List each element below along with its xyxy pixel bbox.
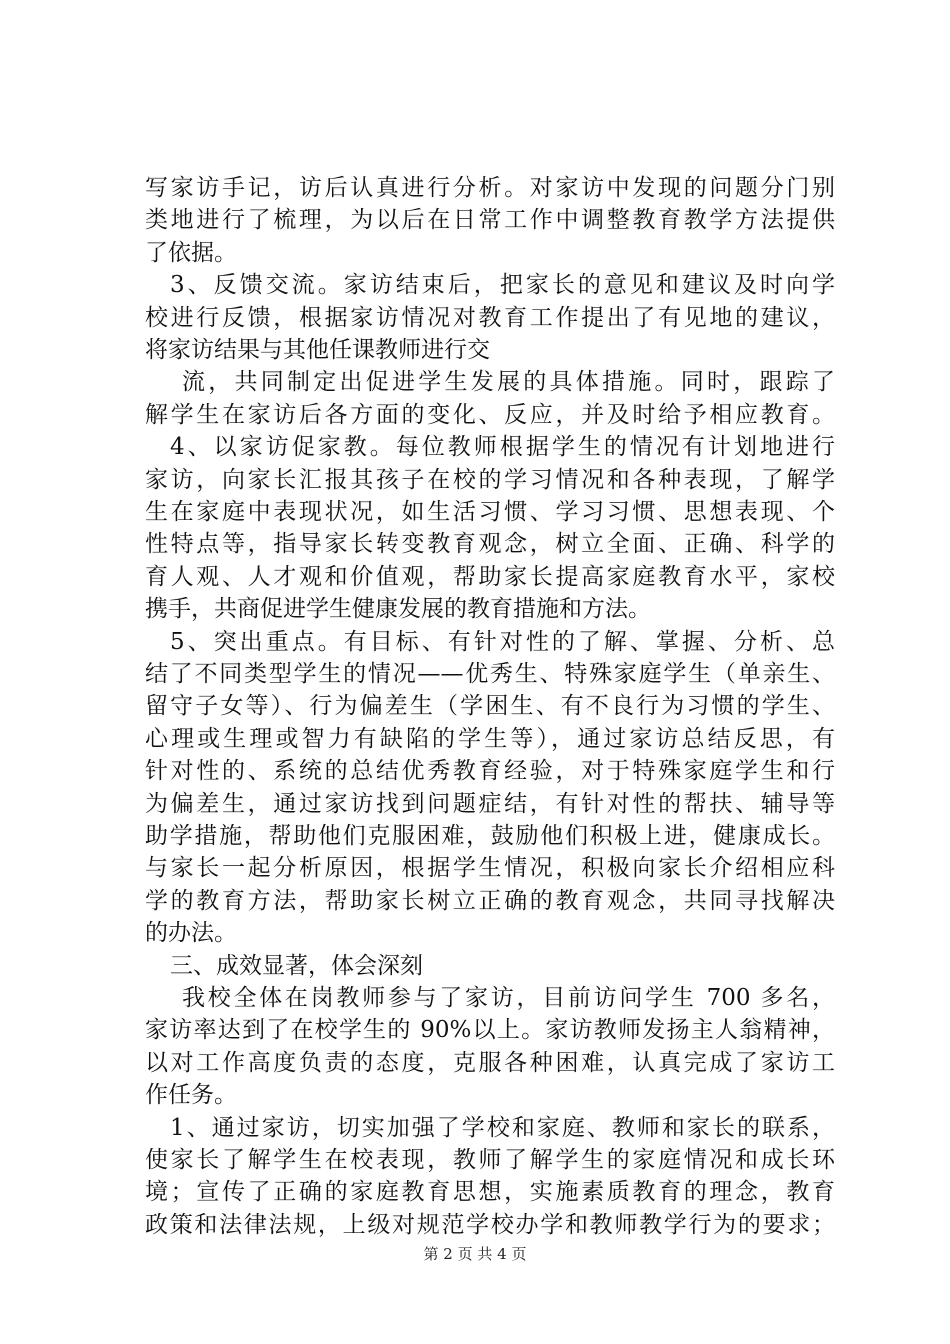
page-footer: 第 2 页 共 4 页 [423,1245,527,1263]
text-line: 政策和法律法规，上级对规范学校办学和教师教学行为的要求； [145,1211,835,1238]
text-line: 助学措施，帮助他们克服困难，鼓励他们积极上进，健康成长。 [145,823,835,849]
text-line: 使家长了解学生在校表现，教师了解学生的家庭情况和成长环 [145,1147,835,1173]
section-heading: 三、成效显著，体会深刻 [170,952,423,979]
text-line: 为偏差生，通过家访找到问题症结，有针对性的帮扶、辅导等 [145,790,835,817]
text-line: 了依据。 [145,239,237,266]
text-line: 境；宣传了正确的家庭教育思想，实施素质教育的理念，教育 [145,1179,835,1206]
text-line: 结了不同类型学生的情况——优秀生、特殊家庭学生（单亲生、 [145,661,835,687]
text-line: 的办法。 [145,920,237,947]
text-line: 以对工作高度负责的态度，克服各种困难，认真完成了家访工 [145,1049,835,1076]
text-line: 心理或生理或智力有缺陷的学生等），通过家访总结反思，有 [145,725,835,752]
text-line: 家访，向家长汇报其孩子在校的学习情况和各种表现，了解学 [145,466,835,493]
text-line: 3、反馈交流。家访结束后，把家长的意见和建议及时向学 [170,272,835,299]
text-line: 育人观、人才观和价值观，帮助家长提高家庭教育水平，家校 [145,563,835,590]
text-line: 写家访手记，访后认真进行分析。对家访中发现的问题分门别 [145,175,835,201]
text-line: 校进行反馈，根据家访情况对教育工作提出了有见地的建议， [145,304,835,331]
text-line: 流，共同制定出促进学生发展的具体措施。同时，跟踪了 [182,369,835,396]
text-line: 类地进行了梳理，为以后在日常工作中调整教育教学方法提供 [145,207,835,234]
text-line: 留守子女等）、行为偏差生（学困生、有不良行为习惯的学生、 [145,693,835,720]
text-line: 1、通过家访，切实加强了学校和家庭、教师和家长的联系， [170,1114,835,1141]
text-line: 将家访结果与其他任课教师进行交 [145,337,490,363]
text-line: 作任务。 [145,1082,237,1109]
text-line: 4、以家访促家教。每位教师根据学生的情况有计划地进行 [170,434,835,461]
text-line: 与家长一起分析原因，根据学生情况，积极向家长介绍相应科 [145,855,835,882]
text-line: 生在家庭中表现状况，如生活习惯、学习习惯、思想表现、个 [145,499,835,525]
text-line: 性特点等，指导家长转变教育观念，树立全面、正确、科学的 [145,531,835,558]
text-line: 5、突出重点。有目标、有针对性的了解、掌握、分析、总 [170,628,835,655]
text-line: 学的教育方法，帮助家长树立正确的教育观念，共同寻找解决 [145,887,835,914]
text-line: 家访率达到了在校学生的 90%以上。家访教师发扬主人翁精神， [145,1017,835,1044]
text-line: 携手，共商促进学生健康发展的教育措施和方法。 [145,596,651,623]
text-line: 解学生在家访后各方面的变化、反应，并及时给予相应教育。 [145,401,835,428]
text-line: 针对性的、系统的总结优秀教育经验，对于特殊家庭学生和行 [145,758,835,785]
text-line: 我校全体在岗教师参与了家访，目前访问学生 700 多名， [182,985,835,1011]
